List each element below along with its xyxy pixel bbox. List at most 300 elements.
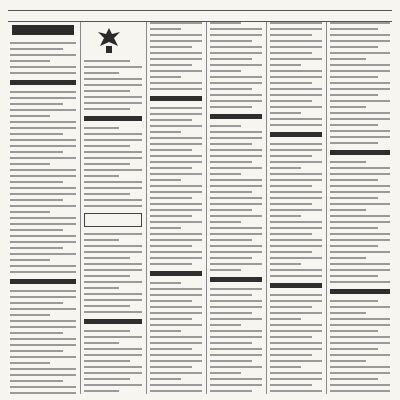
text-line-placeholder (210, 294, 252, 296)
text-line-placeholder (330, 215, 390, 217)
text-line-placeholder (10, 326, 76, 328)
text-line-placeholder (270, 118, 322, 120)
text-line-placeholder (270, 64, 301, 66)
section-heading-placeholder (210, 277, 262, 282)
text-line-placeholder (150, 384, 202, 386)
text-line-placeholder (210, 76, 262, 78)
text-line-placeholder (210, 306, 262, 308)
text-line-placeholder (330, 269, 390, 271)
text-line-placeholder (330, 300, 378, 302)
text-line-placeholder (210, 312, 252, 314)
text-line-placeholder (270, 300, 322, 302)
text-line-placeholder (84, 245, 142, 247)
text-line-placeholder (210, 330, 262, 332)
text-line-placeholder (84, 157, 142, 159)
text-line-placeholder (210, 384, 262, 386)
text-line-placeholder (210, 143, 252, 145)
text-line-placeholder (150, 306, 202, 308)
section-heading-placeholder (10, 80, 76, 85)
text-line-placeholder (84, 145, 130, 147)
text-line-placeholder (330, 100, 390, 102)
text-line-placeholder (150, 390, 202, 392)
column-3 (150, 22, 202, 394)
text-line-placeholder (210, 149, 262, 151)
text-line-placeholder (150, 233, 202, 235)
text-line-placeholder (84, 151, 142, 153)
section-heading-placeholder (210, 114, 262, 119)
text-line-placeholder (330, 46, 378, 48)
text-line-placeholder (84, 133, 142, 135)
text-line-placeholder (330, 342, 390, 344)
text-line-placeholder (270, 161, 322, 163)
text-line-placeholder (330, 52, 390, 54)
text-line-placeholder (150, 76, 181, 78)
text-line-placeholder (10, 235, 76, 237)
text-line-placeholder (330, 106, 366, 108)
text-line-placeholder (330, 40, 390, 42)
text-line-placeholder (84, 175, 119, 177)
text-line-placeholder (210, 288, 262, 290)
text-line-placeholder (10, 193, 76, 195)
text-line-placeholder (210, 185, 262, 187)
text-line-placeholder (150, 28, 181, 30)
text-line-placeholder (330, 306, 390, 308)
text-line-placeholder (10, 350, 63, 352)
text-line-placeholder (10, 362, 50, 364)
text-line-placeholder (10, 241, 76, 243)
text-line-placeholder (10, 157, 76, 159)
text-line-placeholder (210, 28, 262, 30)
text-line-placeholder (150, 70, 202, 72)
text-line-placeholder (270, 269, 322, 271)
text-line-placeholder (210, 227, 262, 229)
text-line-placeholder (210, 155, 262, 157)
text-line-placeholder (150, 330, 181, 332)
text-line-placeholder (330, 88, 390, 90)
text-line-placeholder (330, 94, 378, 96)
text-line-placeholder (270, 106, 322, 108)
text-line-placeholder (10, 290, 76, 292)
text-line-placeholder (150, 288, 202, 290)
column-4 (210, 22, 262, 394)
text-line-placeholder (330, 275, 378, 277)
text-line-placeholder (150, 88, 202, 90)
text-line-placeholder (210, 131, 262, 133)
garuda-emblem-icon (96, 26, 122, 54)
text-line-placeholder (210, 233, 262, 235)
text-line-placeholder (150, 161, 202, 163)
text-line-placeholder (10, 48, 63, 50)
text-line-placeholder (84, 293, 142, 295)
text-line-placeholder (84, 108, 130, 110)
text-line-placeholder (210, 336, 262, 338)
text-line-placeholder (10, 169, 76, 171)
text-line-placeholder (330, 142, 378, 144)
text-line-placeholder (270, 173, 322, 175)
text-line-placeholder (330, 263, 390, 265)
text-line-placeholder (84, 330, 130, 332)
text-line-placeholder (10, 145, 76, 147)
text-line-placeholder (330, 221, 390, 223)
text-line-placeholder (270, 263, 301, 265)
text-line-placeholder (84, 281, 142, 283)
header-strip (8, 10, 392, 22)
text-line-placeholder (10, 115, 50, 117)
text-line-placeholder (10, 91, 76, 93)
text-line-placeholder (84, 90, 130, 92)
text-line-placeholder (84, 127, 119, 129)
text-line-placeholder (330, 124, 378, 126)
text-line-placeholder (210, 221, 241, 223)
text-line-placeholder (270, 203, 312, 205)
text-line-placeholder (210, 137, 262, 139)
text-line-placeholder (150, 58, 202, 60)
text-line-placeholder (270, 143, 322, 145)
section-heading-placeholder (84, 116, 142, 121)
text-line-placeholder (150, 173, 202, 175)
text-line-placeholder (84, 102, 142, 104)
text-line-placeholder (210, 366, 262, 368)
text-line-placeholder (330, 281, 390, 283)
text-line-placeholder (150, 125, 202, 127)
text-line-placeholder (10, 253, 76, 255)
text-line-placeholder (210, 46, 262, 48)
text-line-placeholder (84, 342, 119, 344)
text-line-placeholder (270, 58, 322, 60)
text-line-placeholder (150, 40, 202, 42)
text-line-placeholder (150, 179, 181, 181)
text-line-placeholder (330, 203, 390, 205)
text-line-placeholder (10, 314, 50, 316)
text-line-placeholder (84, 257, 130, 259)
text-line-placeholder (270, 28, 322, 30)
text-line-placeholder (84, 275, 130, 277)
text-line-placeholder (270, 52, 312, 54)
text-line-placeholder (150, 191, 202, 193)
text-line-placeholder (10, 133, 63, 135)
text-line-placeholder (330, 233, 390, 235)
text-line-placeholder (330, 34, 390, 36)
text-line-placeholder (330, 318, 390, 320)
text-line-placeholder (10, 229, 63, 231)
text-line-placeholder (330, 245, 378, 247)
text-line-placeholder (10, 247, 63, 249)
section-heading-placeholder (10, 279, 76, 284)
text-line-placeholder (270, 227, 322, 229)
text-line-placeholder (210, 82, 262, 84)
text-line-placeholder (10, 296, 76, 298)
text-line-placeholder (330, 173, 390, 175)
text-line-placeholder (10, 217, 76, 219)
text-line-placeholder (84, 305, 130, 307)
text-line-placeholder (330, 324, 390, 326)
text-line-placeholder (270, 233, 312, 235)
text-line-placeholder (10, 205, 76, 207)
text-line-placeholder (150, 155, 202, 157)
text-line-placeholder (84, 311, 142, 313)
section-heading-placeholder (270, 283, 322, 288)
text-line-placeholder (270, 366, 301, 368)
text-line-placeholder (210, 257, 252, 259)
text-line-placeholder (210, 173, 241, 175)
text-line-placeholder (270, 124, 322, 126)
column-6 (330, 22, 390, 394)
text-line-placeholder (210, 354, 262, 356)
text-line-placeholder (84, 233, 142, 235)
text-line-placeholder (10, 151, 63, 153)
section-heading-placeholder (330, 289, 390, 294)
text-line-placeholder (270, 221, 322, 223)
text-line-placeholder (270, 22, 322, 24)
text-line-placeholder (210, 94, 262, 96)
text-line-placeholder (210, 215, 262, 217)
text-line-placeholder (210, 88, 252, 90)
text-line-placeholder (330, 136, 390, 138)
text-line-placeholder (150, 372, 202, 374)
text-line-placeholder (150, 52, 202, 54)
text-line-placeholder (84, 96, 142, 98)
text-line-placeholder (270, 330, 322, 332)
text-line-placeholder (210, 372, 241, 374)
text-line-placeholder (210, 239, 252, 241)
text-line-placeholder (330, 179, 378, 181)
text-line-placeholder (210, 348, 262, 350)
text-line-placeholder (210, 360, 252, 362)
text-line-placeholder (210, 58, 252, 60)
text-line-placeholder (150, 137, 202, 139)
text-line-placeholder (84, 181, 142, 183)
text-line-placeholder (84, 299, 142, 301)
text-line-placeholder (10, 302, 63, 304)
text-line-placeholder (270, 342, 322, 344)
text-line-placeholder (10, 308, 76, 310)
text-line-placeholder (10, 265, 76, 267)
text-line-placeholder (330, 64, 390, 66)
text-line-placeholder (84, 193, 130, 195)
text-line-placeholder (330, 82, 390, 84)
text-line-placeholder (150, 282, 181, 284)
text-line-placeholder (210, 191, 252, 193)
text-line-placeholder (270, 257, 322, 259)
text-line-placeholder (10, 175, 76, 177)
text-line-placeholder (84, 78, 142, 80)
text-line-placeholder (10, 211, 50, 213)
text-line-placeholder (330, 22, 390, 24)
text-line-placeholder (150, 263, 192, 265)
text-line-placeholder (270, 378, 322, 380)
text-line-placeholder (330, 167, 390, 169)
text-line-placeholder (210, 64, 262, 66)
column-5 (270, 22, 322, 394)
text-line-placeholder (84, 187, 142, 189)
text-line-placeholder (270, 76, 322, 78)
text-line-placeholder (270, 275, 322, 277)
text-line-placeholder (270, 155, 312, 157)
text-line-placeholder (210, 70, 241, 72)
text-line-placeholder (84, 348, 142, 350)
text-line-placeholder (330, 251, 390, 253)
text-line-placeholder (270, 149, 322, 151)
text-line-placeholder (210, 324, 241, 326)
text-line-placeholder (270, 112, 301, 114)
text-line-placeholder (330, 118, 390, 120)
text-line-placeholder (210, 22, 241, 24)
text-line-placeholder (84, 139, 142, 141)
text-line-placeholder (84, 163, 130, 165)
text-line-placeholder (270, 354, 312, 356)
text-line-placeholder (210, 34, 262, 36)
text-line-placeholder (330, 372, 390, 374)
text-line-placeholder (210, 342, 252, 344)
text-line-placeholder (330, 130, 390, 132)
text-line-placeholder (210, 100, 262, 102)
text-line-placeholder (330, 28, 378, 30)
text-line-placeholder (84, 169, 142, 171)
text-line-placeholder (10, 356, 76, 358)
text-line-placeholder (150, 203, 202, 205)
text-line-placeholder (330, 348, 378, 350)
text-line-placeholder (330, 312, 366, 314)
text-line-placeholder (210, 40, 252, 42)
text-line-placeholder (210, 203, 262, 205)
column-divider (146, 22, 147, 394)
text-line-placeholder (270, 215, 301, 217)
text-line-placeholder (84, 366, 142, 368)
text-line-placeholder (270, 318, 301, 320)
text-line-placeholder (84, 287, 119, 289)
text-line-placeholder (150, 251, 202, 253)
text-line-placeholder (10, 60, 50, 62)
text-line-placeholder (10, 338, 76, 340)
text-line-placeholder (210, 52, 262, 54)
text-line-placeholder (10, 332, 63, 334)
text-line-placeholder (84, 199, 142, 201)
text-line-placeholder (10, 181, 63, 183)
text-line-placeholder (10, 374, 76, 376)
text-line-placeholder (84, 336, 142, 338)
text-line-placeholder (150, 348, 192, 350)
text-line-placeholder (270, 306, 312, 308)
text-line-placeholder (150, 336, 202, 338)
text-line-placeholder (270, 384, 312, 386)
text-line-placeholder (270, 46, 322, 48)
text-line-placeholder (150, 354, 202, 356)
text-line-placeholder (270, 390, 322, 392)
text-line-placeholder (210, 161, 252, 163)
text-line-placeholder (210, 263, 262, 265)
text-line-placeholder (330, 378, 378, 380)
text-line-placeholder (330, 161, 366, 163)
text-line-placeholder (210, 179, 262, 181)
text-line-placeholder (10, 42, 76, 44)
text-line-placeholder (270, 40, 322, 42)
text-line-placeholder (270, 94, 322, 96)
text-line-placeholder (270, 167, 301, 169)
column-divider (326, 22, 327, 394)
text-line-placeholder (210, 318, 262, 320)
text-line-placeholder (150, 215, 192, 217)
text-line-placeholder (330, 390, 390, 392)
text-line-placeholder (84, 263, 142, 265)
text-line-placeholder (150, 300, 192, 302)
text-line-placeholder (150, 107, 202, 109)
text-line-placeholder (210, 390, 252, 392)
text-line-placeholder (84, 378, 130, 380)
text-line-placeholder (150, 131, 181, 133)
text-line-placeholder (270, 372, 322, 374)
text-line-placeholder (210, 269, 241, 271)
text-line-placeholder (330, 360, 366, 362)
text-line-placeholder (150, 119, 192, 121)
text-line-placeholder (330, 257, 366, 259)
text-line-placeholder (330, 330, 378, 332)
text-line-placeholder (10, 103, 63, 105)
text-line-placeholder (270, 360, 322, 362)
column-1 (10, 42, 76, 394)
text-line-placeholder (10, 121, 76, 123)
text-line-placeholder (330, 227, 378, 229)
text-line-placeholder (10, 66, 76, 68)
text-line-placeholder (150, 227, 181, 229)
text-line-placeholder (150, 257, 202, 259)
text-line-placeholder (10, 97, 76, 99)
text-line-placeholder (330, 336, 390, 338)
section-heading-placeholder (330, 150, 390, 155)
text-line-placeholder (10, 344, 76, 346)
text-line-placeholder (84, 384, 142, 386)
text-line-placeholder (84, 84, 142, 86)
text-line-placeholder (150, 149, 192, 151)
text-line-placeholder (10, 380, 63, 382)
text-line-placeholder (150, 378, 181, 380)
text-line-placeholder (270, 82, 312, 84)
text-line-placeholder (84, 354, 142, 356)
text-line-placeholder (150, 113, 202, 115)
text-line-placeholder (150, 143, 202, 145)
text-line-placeholder (150, 209, 202, 211)
text-line-placeholder (10, 72, 76, 74)
text-line-placeholder (330, 58, 366, 60)
text-line-placeholder (84, 66, 142, 68)
text-line-placeholder (330, 209, 366, 211)
text-line-placeholder (270, 348, 322, 350)
text-line-placeholder (150, 294, 202, 296)
column-divider (206, 22, 207, 394)
text-line-placeholder (330, 366, 390, 368)
text-line-placeholder (270, 100, 312, 102)
text-line-placeholder (330, 197, 378, 199)
text-line-placeholder (10, 223, 76, 225)
text-line-placeholder (270, 179, 322, 181)
text-line-placeholder (84, 251, 142, 253)
boxed-title-placeholder (84, 213, 142, 227)
text-line-placeholder (270, 185, 312, 187)
section-heading-placeholder (150, 96, 202, 101)
text-line-placeholder (150, 22, 202, 24)
text-line-placeholder (270, 312, 322, 314)
text-line-placeholder (84, 372, 142, 374)
text-line-placeholder (150, 221, 202, 223)
text-line-placeholder (150, 366, 192, 368)
section-heading-placeholder (84, 319, 142, 324)
text-line-placeholder (210, 106, 252, 108)
text-line-placeholder (210, 125, 241, 127)
text-line-placeholder (330, 76, 378, 78)
text-line-placeholder (270, 209, 322, 211)
text-line-placeholder (150, 197, 192, 199)
column-divider (266, 22, 267, 394)
text-line-placeholder (210, 300, 262, 302)
